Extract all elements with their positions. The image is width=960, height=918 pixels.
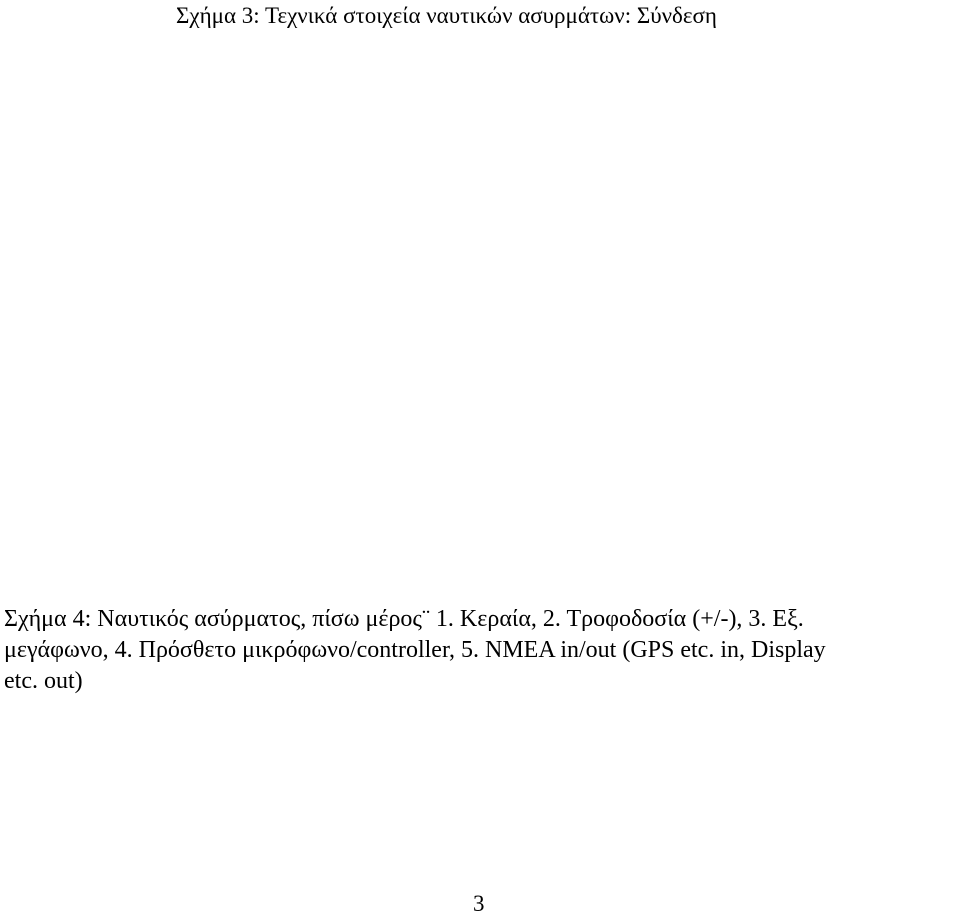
- page-number: 3: [473, 891, 485, 916]
- figure-4-caption-line-3: etc. out): [4, 668, 83, 694]
- figure-3-caption: Σχήμα 3: Τεχνικά στοιχεία ναυτικών ασυρμάτων: Σύνδεση: [176, 3, 717, 28]
- figure-4-caption: [4, 604, 956, 697]
- figure-4-caption-line-1: Σχήμα 4: Ναυτικός ασύρματος, πίσω μέρος¨ 1. Κεραία, 2. Τροφοδοσία (+/-), 3. Εξ.: [4, 606, 804, 632]
- figure-4-caption-line-2: μεγάφωνο, 4. Πρόσθετο μικρόφωνο/controller, 5. NMEA in/out (GPS etc. in, Display: [4, 637, 826, 663]
